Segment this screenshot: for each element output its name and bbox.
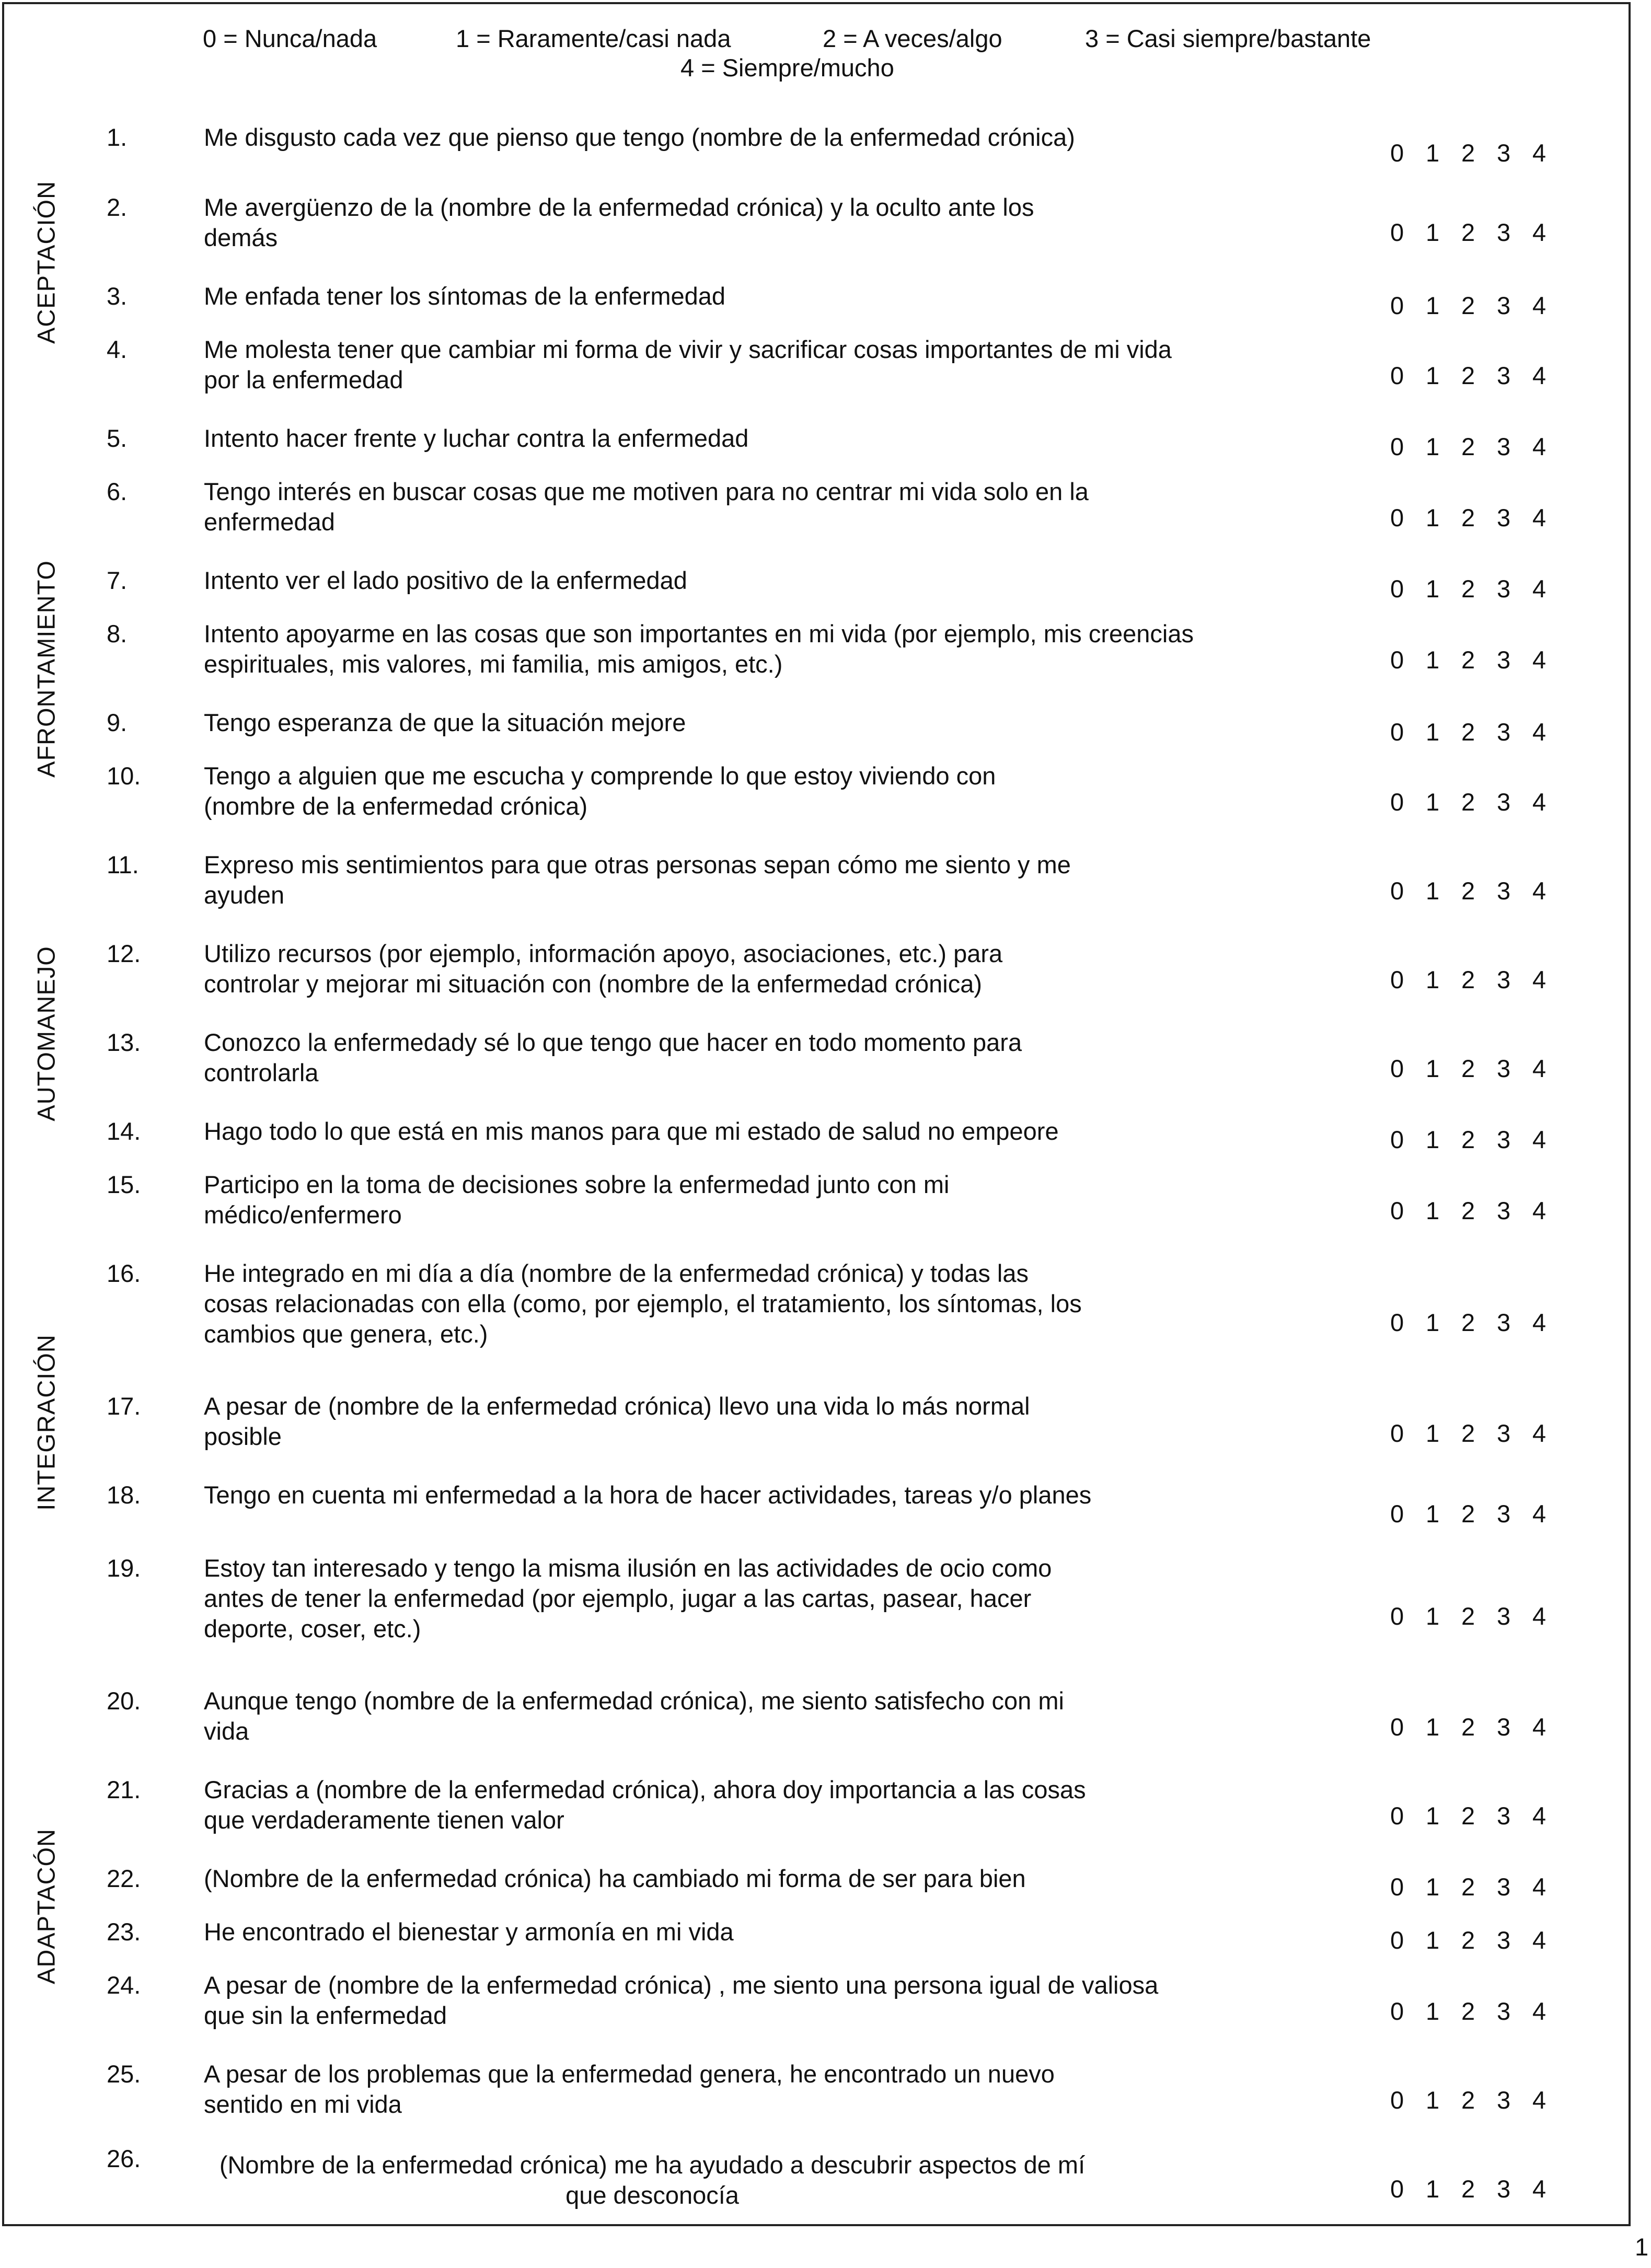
response-scale[interactable] — [1390, 1712, 1568, 1742]
legend-0: 0 = Nunca/nada — [203, 25, 377, 52]
scale-option-2[interactable]: 2 — [1461, 1802, 1475, 1830]
scale-option-3[interactable]: 3 — [1497, 575, 1511, 603]
scale-option-3[interactable]: 3 — [1497, 504, 1511, 531]
item-number: 4. — [107, 335, 128, 363]
scale-option-4[interactable]: 4 — [1532, 1126, 1546, 1153]
response-scale[interactable] — [1390, 217, 1568, 248]
scale-option-3[interactable]: 3 — [1497, 877, 1511, 905]
scale-option-4[interactable]: 4 — [1532, 966, 1546, 993]
scale-option-4[interactable]: 4 — [1532, 2086, 1546, 2114]
response-scale[interactable] — [1390, 574, 1568, 604]
scale-option-0[interactable]: 0 — [1390, 1713, 1404, 1741]
scale-option-0[interactable]: 0 — [1390, 2175, 1404, 2203]
response-scale[interactable] — [1390, 138, 1568, 168]
scale-option-1[interactable]: 1 — [1426, 139, 1440, 167]
scale-option-2[interactable]: 2 — [1461, 2175, 1475, 2203]
scale-option-3[interactable]: 3 — [1497, 1997, 1511, 2025]
item-text: A pesar de los problemas que la enfermedad genera, he encontrado un nuevo sentido en mi vida — [204, 2060, 1055, 2118]
item-number: 16. — [107, 1259, 141, 1287]
scale-option-2[interactable]: 2 — [1461, 2086, 1475, 2114]
item-number: 22. — [107, 1865, 141, 1892]
item-text: Utilizo recursos (por ejemplo, información apoyo, asociaciones, etc.) para controlar y mejorar mi situación con (nombre de la enfermedad crónica) — [204, 940, 1003, 998]
scale-option-2[interactable]: 2 — [1461, 1713, 1475, 1741]
scale-option-1[interactable]: 1 — [1426, 292, 1440, 319]
scale-option-0[interactable]: 0 — [1390, 1802, 1404, 1830]
scale-option-0[interactable]: 0 — [1390, 1873, 1404, 1901]
item-number: 1. — [107, 123, 128, 151]
scale-option-2[interactable]: 2 — [1461, 1926, 1475, 1954]
item-number: 12. — [107, 940, 141, 967]
item-text: Tengo en cuenta mi enfermedad a la hora de hacer actividades, tareas y/o planes — [204, 1481, 1092, 1509]
scale-option-3[interactable]: 3 — [1497, 292, 1511, 319]
scale-option-3[interactable]: 3 — [1497, 1802, 1511, 1830]
item-number: 11. — [107, 851, 139, 878]
scale-option-4[interactable]: 4 — [1532, 1713, 1546, 1741]
scale-option-4[interactable]: 4 — [1532, 1197, 1546, 1224]
scale-option-3[interactable]: 3 — [1497, 2086, 1511, 2114]
scale-option-4[interactable]: 4 — [1532, 1926, 1546, 1954]
response-scale[interactable] — [1390, 645, 1568, 675]
scale-option-2[interactable]: 2 — [1461, 292, 1475, 319]
response-scale[interactable] — [1390, 1872, 1568, 1902]
item-number: 24. — [107, 1971, 141, 1999]
item-text: Gracias a (nombre de la enfermedad crónica), ahora doy importancia a las cosas que verdaderamente tienen valor — [204, 1776, 1086, 1834]
scale-option-1[interactable]: 1 — [1426, 1126, 1440, 1153]
scale-option-0[interactable]: 0 — [1390, 788, 1404, 816]
scale-option-0[interactable]: 0 — [1390, 2086, 1404, 2114]
legend-4: 4 = Siempre/mucho — [680, 54, 894, 82]
item-text: (Nombre de la enfermedad crónica) ha cambiado mi forma de ser para bien — [204, 1865, 1026, 1892]
item-number: 3. — [107, 282, 128, 310]
response-scale[interactable] — [1390, 291, 1568, 321]
scale-option-1[interactable]: 1 — [1426, 433, 1440, 460]
item-text: Me disgusto cada vez que pienso que tengo (nombre de la enfermedad crónica) — [204, 123, 1075, 151]
scale-option-1[interactable]: 1 — [1426, 1873, 1440, 1901]
scale-option-2[interactable]: 2 — [1461, 718, 1475, 746]
scale-option-0[interactable]: 0 — [1390, 1055, 1404, 1082]
item-text: (Nombre de la enfermedad crónica) me ha ayudado a descubrir aspectos de mí que desconocía — [219, 2151, 1086, 2209]
item-text: Participo en la toma de decisiones sobre la enfermedad junto con mi médico/enfermero — [204, 1171, 950, 1229]
scale-option-4[interactable]: 4 — [1532, 1055, 1546, 1082]
scale-option-0[interactable]: 0 — [1390, 646, 1404, 674]
scale-option-1[interactable]: 1 — [1426, 1802, 1440, 1830]
scale-option-0[interactable]: 0 — [1390, 966, 1404, 993]
response-scale[interactable] — [1390, 717, 1568, 747]
item-text: Me enfada tener los síntomas de la enfermedad — [204, 282, 726, 310]
response-scale[interactable] — [1390, 1801, 1568, 1831]
scale-option-0[interactable]: 0 — [1390, 1997, 1404, 2025]
item-number: 10. — [107, 762, 141, 790]
item-text: Aunque tengo (nombre de la enfermedad crónica), me siento satisfecho con mi vida — [204, 1687, 1064, 1745]
scale-option-3[interactable]: 3 — [1497, 433, 1511, 460]
item-number: 7. — [107, 566, 128, 594]
scale-option-4[interactable]: 4 — [1532, 504, 1546, 531]
page-number: 1 — [1635, 2233, 1649, 2261]
scale-option-2[interactable]: 2 — [1461, 966, 1475, 993]
scale-option-3[interactable]: 3 — [1497, 1602, 1511, 1630]
scale-option-0[interactable]: 0 — [1390, 718, 1404, 746]
scale-option-1[interactable]: 1 — [1426, 1713, 1440, 1741]
response-scale[interactable] — [1390, 1307, 1568, 1338]
scale-option-4[interactable]: 4 — [1532, 718, 1546, 746]
scale-option-2[interactable]: 2 — [1461, 1602, 1475, 1630]
scale-option-3[interactable]: 3 — [1497, 1419, 1511, 1447]
scale-option-0[interactable]: 0 — [1390, 1419, 1404, 1447]
item-text: Tengo interés en buscar cosas que me motiven para no centrar mi vida solo en la enfermedad — [204, 478, 1089, 536]
item-number: 20. — [107, 1687, 141, 1715]
scale-option-2[interactable]: 2 — [1461, 1500, 1475, 1528]
item-number: 5. — [107, 424, 128, 452]
item-number: 6. — [107, 478, 128, 505]
item-number: 25. — [107, 2060, 141, 2088]
item-text: Hago todo lo que está en mis manos para que mi estado de salud no empeore — [204, 1117, 1059, 1145]
item-text: Me molesta tener que cambiar mi forma de vivir y sacrificar cosas importantes de mi vida por la enfermedad — [204, 335, 1172, 394]
response-scale[interactable] — [1390, 432, 1568, 462]
item-text: Intento ver el lado positivo de la enfermedad — [204, 566, 687, 594]
scale-option-2[interactable]: 2 — [1461, 1419, 1475, 1447]
response-scale[interactable] — [1390, 1054, 1568, 1084]
scale-option-0[interactable]: 0 — [1390, 575, 1404, 603]
scale-option-2[interactable]: 2 — [1461, 1126, 1475, 1153]
scale-option-4[interactable]: 4 — [1532, 646, 1546, 674]
scale-option-4[interactable]: 4 — [1532, 575, 1546, 603]
response-scale[interactable] — [1390, 361, 1568, 391]
scale-option-1[interactable]: 1 — [1426, 575, 1440, 603]
scale-option-1[interactable]: 1 — [1426, 1500, 1440, 1528]
scale-option-2[interactable]: 2 — [1461, 504, 1475, 531]
item-number: 19. — [107, 1554, 141, 1582]
scale-option-3[interactable]: 3 — [1497, 1873, 1511, 1901]
legend-1: 1 = Raramente/casi nada — [456, 25, 731, 52]
item-text: Expreso mis sentimientos para que otras personas sepan cómo me siento y me ayuden — [204, 851, 1071, 909]
item-text: A pesar de (nombre de la enfermedad crónica) , me siento una persona igual de valiosa que sin la enfermedad — [204, 1971, 1159, 2029]
scale-option-4[interactable]: 4 — [1532, 139, 1546, 167]
scale-option-1[interactable]: 1 — [1426, 1309, 1440, 1336]
scale-option-1[interactable]: 1 — [1426, 646, 1440, 674]
scale-option-1[interactable]: 1 — [1426, 218, 1440, 246]
scale-option-0[interactable]: 0 — [1390, 1126, 1404, 1153]
scale-option-4[interactable]: 4 — [1532, 1997, 1546, 2025]
item-text: Estoy tan interesado y tengo la misma ilusión en las actividades de ocio como antes de tener la enfermedad (por ejemplo, jugar a las cartas, pasear, hacer deporte, coser, etc.) — [204, 1554, 1052, 1642]
scale-option-4[interactable]: 4 — [1532, 1873, 1546, 1901]
scale-option-3[interactable]: 3 — [1497, 1309, 1511, 1336]
scale-option-2[interactable]: 2 — [1461, 1309, 1475, 1336]
scale-option-4[interactable]: 4 — [1532, 292, 1546, 319]
scale-option-0[interactable]: 0 — [1390, 292, 1404, 319]
scale-option-4[interactable]: 4 — [1532, 2175, 1546, 2203]
scale-option-3[interactable]: 3 — [1497, 646, 1511, 674]
response-scale[interactable] — [1390, 876, 1568, 906]
scale-option-4[interactable]: 4 — [1532, 1309, 1546, 1336]
scale-option-1[interactable]: 1 — [1426, 2086, 1440, 2114]
scale-option-2[interactable]: 2 — [1461, 1997, 1475, 2025]
scale-option-0[interactable]: 0 — [1390, 362, 1404, 389]
scale-option-3[interactable]: 3 — [1497, 1055, 1511, 1082]
scale-option-3[interactable]: 3 — [1497, 1500, 1511, 1528]
scale-option-0[interactable]: 0 — [1390, 877, 1404, 905]
scale-option-3[interactable]: 3 — [1497, 788, 1511, 816]
scale-option-0[interactable]: 0 — [1390, 218, 1404, 246]
response-scale[interactable] — [1390, 1125, 1568, 1155]
scale-option-3[interactable]: 3 — [1497, 218, 1511, 246]
item-number: 8. — [107, 620, 128, 647]
scale-option-2[interactable]: 2 — [1461, 362, 1475, 389]
item-number: 9. — [107, 709, 128, 736]
scale-option-0[interactable]: 0 — [1390, 504, 1404, 531]
scale-option-3[interactable]: 3 — [1497, 1926, 1511, 1954]
scale-option-2[interactable]: 2 — [1461, 139, 1475, 167]
scale-option-3[interactable]: 3 — [1497, 966, 1511, 993]
item-text: Conozco la enfermedady sé lo que tengo que hacer en todo momento para controlarla — [204, 1028, 1022, 1086]
scale-option-3[interactable]: 3 — [1497, 1713, 1511, 1741]
scale-option-3[interactable]: 3 — [1497, 1126, 1511, 1153]
legend-3: 3 = Casi siempre/bastante — [1085, 25, 1371, 52]
scale-option-0[interactable]: 0 — [1390, 1309, 1404, 1336]
scale-option-1[interactable]: 1 — [1426, 1419, 1440, 1447]
scale-option-3[interactable]: 3 — [1497, 2175, 1511, 2203]
scale-option-1[interactable]: 1 — [1426, 718, 1440, 746]
item-number: 17. — [107, 1392, 141, 1420]
scale-option-0[interactable]: 0 — [1390, 433, 1404, 460]
item-number: 13. — [107, 1028, 141, 1056]
response-scale[interactable] — [1390, 1196, 1568, 1226]
scale-option-1[interactable]: 1 — [1426, 1926, 1440, 1954]
scale-option-1[interactable]: 1 — [1426, 1197, 1440, 1224]
scale-option-4[interactable]: 4 — [1532, 218, 1546, 246]
scale-option-1[interactable]: 1 — [1426, 504, 1440, 531]
scale-option-3[interactable]: 3 — [1497, 139, 1511, 167]
item-text: Me avergüenzo de la (nombre de la enfermedad crónica) y la oculto ante los demás — [204, 193, 1034, 251]
scale-option-1[interactable]: 1 — [1426, 2175, 1440, 2203]
item-number: 2. — [107, 193, 128, 221]
scale-option-1[interactable]: 1 — [1426, 966, 1440, 993]
item-number: 26. — [107, 2145, 141, 2172]
scale-option-4[interactable]: 4 — [1532, 877, 1546, 905]
scale-option-4[interactable]: 4 — [1532, 1500, 1546, 1528]
scale-option-4[interactable]: 4 — [1532, 1602, 1546, 1630]
item-number: 14. — [107, 1117, 141, 1145]
legend-2: 2 = A veces/algo — [823, 25, 1002, 52]
item-number: 18. — [107, 1481, 141, 1509]
response-scale[interactable] — [1390, 1996, 1568, 2027]
response-scale[interactable] — [1390, 2174, 1568, 2204]
scale-option-0[interactable]: 0 — [1390, 1500, 1404, 1528]
scale-option-3[interactable]: 3 — [1497, 362, 1511, 389]
scale-option-1[interactable]: 1 — [1426, 362, 1440, 389]
response-scale[interactable] — [1390, 1925, 1568, 1955]
scale-option-0[interactable]: 0 — [1390, 1602, 1404, 1630]
scale-option-4[interactable]: 4 — [1532, 788, 1546, 816]
response-scale[interactable] — [1390, 503, 1568, 533]
scale-option-2[interactable]: 2 — [1461, 788, 1475, 816]
scale-option-2[interactable]: 2 — [1461, 1873, 1475, 1901]
scale-option-0[interactable]: 0 — [1390, 1926, 1404, 1954]
scale-option-1[interactable]: 1 — [1426, 877, 1440, 905]
questionnaire-frame: 0 = Nunca/nada 1 = Raramente/casi nada 2 = A veces/algo 3 = Casi siempre/bastante 4 = Siempre/mucho ACEPTACIÓN AFRONTAMIENTO AUTOMANEJO INTEGRACIÓN ADAPTACÓN 1. Me disgusto cada vez que pienso que tengo (nombre de la enfermedad crónica) 0 1 2 3 4 2. Me avergüenzo de la (nombre de la enfermedad crónica) y la oculto ante los demás 0 1 2 3 4 3. Me enfada tener los síntomas de la enfermedad 0 1 2 3 4 4. Me molesta tener que cambiar mi forma de vivir y sacrificar cosas importantes de mi vida por la enfermedad 0 1 2 3 4 5. Intento hacer frente y luchar contra la enfermedad 0 1 2 3 4 6. Tengo interés en buscar cosas que me motiven para no centrar mi vida solo en la enfermedad 0 1 2 3 4 7. Intento ver el lado positivo de la enfermedad 0 1 2 3 4 8. Intento apoyarme en las cosas que son importantes en mi vida (por ejemplo, mis creencias espirituales, mis valores, mi familia, mis amigos, etc.) 0 1 2 3 4 9. Tengo esperanza de que la situación mejore 0 1 2 3 4 10. Tengo a alguien que me escucha y comprende lo que estoy viviendo con (nombre de la enfermedad crónica) 0 1 2 3 4 11. Expreso mis sentimientos para que otras personas sepan cómo me siento y me ayuden 0 1 2 3 4 12. Utilizo recursos (por ejemplo, información apoyo, asociaciones, etc.) para controlar y mejorar mi situación con (nombre de la enfermedad crónica) 0 1 2 3 4 13. Conozco la enfermedady sé lo que tengo que hacer en todo momento para controlarla 0 1 2 3 4 14. Hago todo lo que está en mis manos para que mi estado de salud no empeore 0 1 2 3 4 15. Participo en la toma de decisiones sobre la enfermedad junto con mi médico/enfermero 0 1 2 3 4 16. He integrado en mi día a día (nombre de la enfermedad crónica) y todas las cosas relacionadas con ella (como, por ejemplo, el tratamiento, los síntomas, los cambios que genera, etc.) 0 1 2 3 4 17. A pesar de (nombre de la enfermedad crónica) llevo una vida lo más normal posible 0 1 2 3 4 18. Tengo en cuenta mi enfermedad a la hora de hacer actividades, tareas y/o planes 0 1 2 3 4 19. Estoy tan interesado y tengo la misma ilusión en las actividades de ocio como antes de tener la enfermedad (por ejemplo, jugar a las cartas, pasear, hacer deporte, coser, etc.) 0 1 2 3 4 20. Aunque tengo (nombre de la enfermedad crónica), me siento satisfecho con mi vida 0 1 2 3 4 21. Gracias a (nombre de la enfermedad crónica), ahora doy importancia a las cosas que verdaderamente tienen valor 0 1 2 3 4 22. (Nombre de la enfermedad crónica) ha cambiado mi forma de ser para bien 0 1 2 3 4 23. He encontrado el bienestar y armonía en mi vida 0 1 2 3 4 24. A pesar de (nombre de la enfermedad crónica) , me siento una persona igual de valiosa que sin la enfermedad 0 1 2 3 4 25. A pesar de los problemas que la enfermedad genera, he encontrado un nuevo sentido en mi vida 0 1 2 3 4 26. (Nombre de la enfermedad crónica) me ha ayudado a descubrir aspectos de mí que desconocía 0 1 2 3 4 — [2, 2, 1631, 2226]
response-scale[interactable] — [1390, 1601, 1568, 1631]
response-scale[interactable] — [1390, 1418, 1568, 1449]
item-number: 15. — [107, 1171, 141, 1198]
item-text: Tengo a alguien que me escucha y comprende lo que estoy viviendo con (nombre de la enfermedad crónica) — [204, 762, 996, 820]
scale-option-4[interactable]: 4 — [1532, 433, 1546, 460]
scale-option-3[interactable]: 3 — [1497, 718, 1511, 746]
scale-option-2[interactable]: 2 — [1461, 1197, 1475, 1224]
item-text: Tengo esperanza de que la situación mejore — [204, 709, 686, 736]
scale-option-1[interactable]: 1 — [1426, 788, 1440, 816]
item-number: 23. — [107, 1918, 141, 1946]
response-scale[interactable] — [1390, 787, 1568, 817]
scale-option-2[interactable]: 2 — [1461, 646, 1475, 674]
response-scale[interactable] — [1390, 2085, 1568, 2115]
response-scale[interactable] — [1390, 965, 1568, 995]
scale-option-0[interactable]: 0 — [1390, 1197, 1404, 1224]
scale-option-3[interactable]: 3 — [1497, 1197, 1511, 1224]
scale-option-4[interactable]: 4 — [1532, 1419, 1546, 1447]
scale-option-1[interactable]: 1 — [1426, 1602, 1440, 1630]
scale-option-2[interactable]: 2 — [1461, 218, 1475, 246]
scale-option-2[interactable]: 2 — [1461, 433, 1475, 460]
item-text: He integrado en mi día a día (nombre de la enfermedad crónica) y todas las cosas relacionadas con ella (como, por ejemplo, el tratamiento, los síntomas, los cambios que genera, etc.) — [204, 1259, 1082, 1348]
item-text: Intento hacer frente y luchar contra la enfermedad — [204, 424, 749, 452]
item-text: Intento apoyarme en las cosas que son importantes en mi vida (por ejemplo, mis creencias espirituales, mis valores, mi familia, mis amigos, etc.) — [204, 620, 1194, 678]
scale-option-1[interactable]: 1 — [1426, 1055, 1440, 1082]
scale-option-2[interactable]: 2 — [1461, 1055, 1475, 1082]
scale-option-2[interactable]: 2 — [1461, 575, 1475, 603]
scale-option-1[interactable]: 1 — [1426, 1997, 1440, 2025]
scale-option-4[interactable]: 4 — [1532, 1802, 1546, 1830]
scale-option-2[interactable]: 2 — [1461, 877, 1475, 905]
item-number: 21. — [107, 1776, 141, 1803]
item-text: A pesar de (nombre de la enfermedad crónica) llevo una vida lo más normal posible — [204, 1392, 1030, 1450]
scale-option-4[interactable]: 4 — [1532, 362, 1546, 389]
response-scale[interactable] — [1390, 1499, 1568, 1529]
item-text: He encontrado el bienestar y armonía en mi vida — [204, 1918, 734, 1946]
scale-option-0[interactable]: 0 — [1390, 139, 1404, 167]
